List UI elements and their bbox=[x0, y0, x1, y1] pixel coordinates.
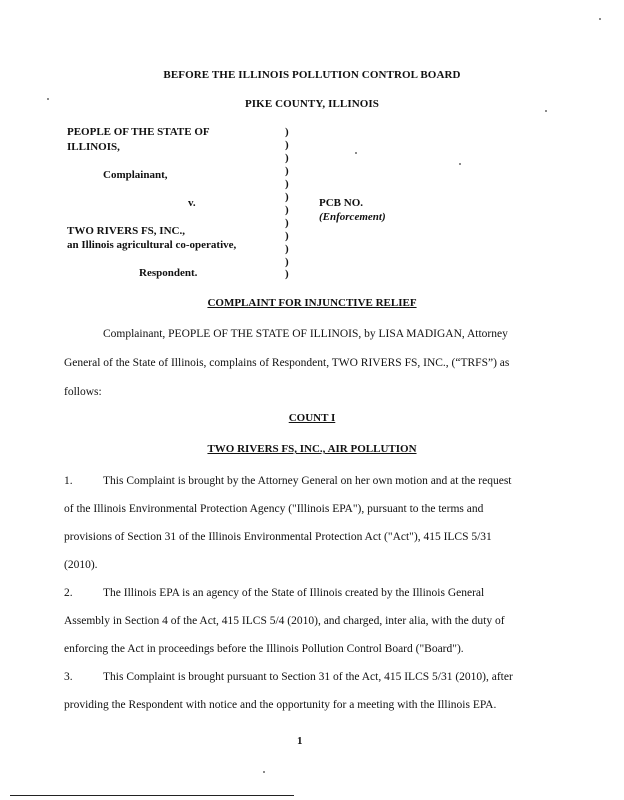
paragraph-line: The Illinois EPA is an agency of the State of Illinois created by the Illinois General bbox=[103, 587, 485, 599]
complaint-title: COMPLAINT FOR INJUNCTIVE RELIEF bbox=[207, 297, 417, 309]
intro-line: follows: bbox=[64, 386, 102, 398]
intro-line: General of the State of Illinois, complains of Respondent, TWO RIVERS FS, INC., (“TRFS”) as bbox=[64, 357, 510, 369]
respondent-description: an Illinois agricultural co-operative, bbox=[67, 239, 237, 251]
paragraph-line: provisions of Section 31 of the Illinois Environmental Protection Act ("Act"), 415 ILCS 5/31 bbox=[64, 531, 492, 543]
pcb-number: PCB NO. bbox=[319, 197, 363, 209]
paragraph-line: providing the Respondent with notice and the opportunity for a meeting with the Illinois EPA. bbox=[64, 699, 497, 711]
paren: ) bbox=[285, 230, 289, 242]
count-subheading: TWO RIVERS FS, INC., AIR POLLUTION bbox=[207, 443, 417, 455]
scan-speck bbox=[355, 152, 357, 154]
paragraph-number: 1. bbox=[64, 475, 73, 487]
paragraph-number: 2. bbox=[64, 587, 73, 599]
paragraph-number: 3. bbox=[64, 671, 73, 683]
count-heading: COUNT I bbox=[288, 412, 336, 424]
paren: ) bbox=[285, 268, 289, 280]
intro-line: Complainant, PEOPLE OF THE STATE OF ILLINOIS, by LISA MADIGAN, Attorney bbox=[103, 328, 508, 340]
court-title: BEFORE THE ILLINOIS POLLUTION CONTROL BOARD bbox=[163, 69, 461, 81]
paragraph-line: This Complaint is brought pursuant to Section 31 of the Act, 415 ILCS 5/31 (2010), after bbox=[103, 671, 513, 683]
paren: ) bbox=[285, 139, 289, 151]
respondent-name: TWO RIVERS FS, INC., bbox=[67, 225, 185, 237]
respondent-role: Respondent. bbox=[139, 267, 198, 279]
scan-speck bbox=[47, 98, 49, 100]
paragraph-line: (2010). bbox=[64, 559, 98, 571]
scan-speck bbox=[459, 163, 461, 165]
scan-edge-line bbox=[10, 795, 294, 796]
paren: ) bbox=[285, 126, 289, 138]
paragraph-line: Assembly in Section 4 of the Act, 415 ILCS 5/4 (2010), and charged, inter alia, with the duty of bbox=[64, 615, 505, 627]
scan-speck bbox=[263, 771, 265, 773]
county-title: PIKE COUNTY, ILLINOIS bbox=[244, 98, 380, 110]
complainant-name-line2: ILLINOIS, bbox=[67, 141, 120, 153]
complainant-name-line1: PEOPLE OF THE STATE OF bbox=[67, 126, 210, 138]
paren: ) bbox=[285, 165, 289, 177]
enforcement-label: (Enforcement) bbox=[319, 211, 386, 223]
paren: ) bbox=[285, 217, 289, 229]
paragraph-line: of the Illinois Environmental Protection Agency ("Illinois EPA"), pursuant to the terms and bbox=[64, 503, 484, 515]
page-number: 1 bbox=[297, 735, 303, 747]
paren: ) bbox=[285, 256, 289, 268]
paren: ) bbox=[285, 178, 289, 190]
paragraph-line: This Complaint is brought by the Attorney General on her own motion and at the request bbox=[103, 475, 512, 487]
paren: ) bbox=[285, 152, 289, 164]
scan-speck bbox=[599, 18, 601, 20]
paragraph-line: enforcing the Act in proceedings before the Illinois Pollution Control Board ("Board"). bbox=[64, 643, 464, 655]
paren: ) bbox=[285, 204, 289, 216]
paren: ) bbox=[285, 243, 289, 255]
versus: v. bbox=[188, 197, 196, 209]
scan-speck bbox=[545, 110, 547, 112]
complainant-role: Complainant, bbox=[103, 169, 168, 181]
paren: ) bbox=[285, 191, 289, 203]
